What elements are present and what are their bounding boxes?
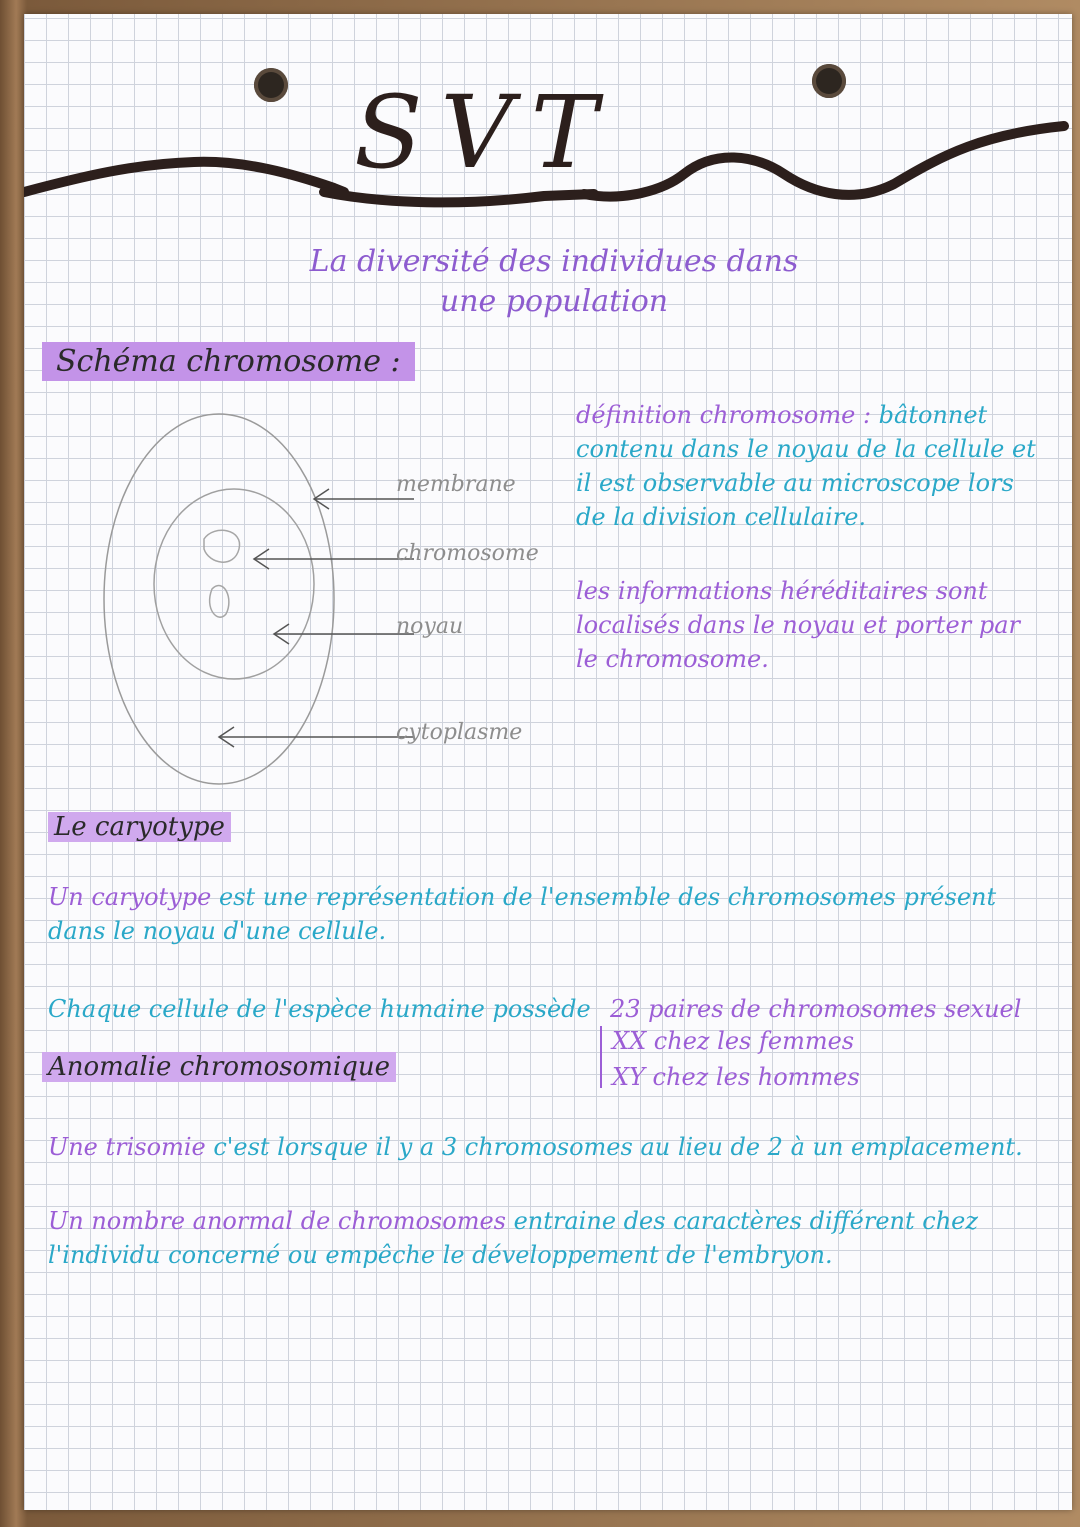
- pairs-male: XY chez les hommes: [612, 1063, 860, 1091]
- chromosome-shape: [204, 530, 240, 562]
- caryotype-definition: [48, 880, 1028, 948]
- caryotype-sentence: est une représentation de l'ensemble des chromosomes présent dans le noyau d'une cellule.: [48, 883, 997, 945]
- pairs-count: 23 paires de chromosomes sexuel: [610, 995, 1022, 1023]
- subtitle-line-1: La diversité des individues dans: [309, 244, 799, 279]
- pairs-sentence: Chaque cellule de l'espèce humaine possède: [48, 995, 591, 1023]
- trisomie-word: Une trisomie: [48, 1133, 206, 1161]
- cell-diagram: [94, 399, 564, 819]
- cell-outline: [104, 414, 334, 784]
- schema-heading: Schéma chromosome :: [42, 342, 415, 381]
- label-membrane: membrane: [396, 472, 516, 497]
- nucleus-outline: [154, 489, 314, 679]
- notebook-page: [24, 14, 1072, 1510]
- binder-hole-left: [254, 68, 288, 102]
- label-cytoplasme: cytoplasme: [396, 720, 523, 745]
- chapter-subtitle: [294, 242, 814, 322]
- label-noyau: noyau: [396, 614, 464, 639]
- label-chromosome: chromosome: [396, 541, 539, 566]
- pairs-female: XX chez les femmes: [612, 1027, 855, 1055]
- anomalie-heading: Anomalie chromosomique: [42, 1052, 396, 1082]
- heredity-note: [576, 574, 1036, 676]
- trisomie-text: c'est lorsque il y a 3 chromosomes au lieu de 2 à un emplacement.: [205, 1133, 1023, 1161]
- heredity-text: les informations héréditaires sont localisés dans le noyau et porter par le chromosome.: [576, 577, 1020, 673]
- nombre-anormal-definition: [48, 1204, 1008, 1272]
- chromosome-shape-2: [210, 586, 229, 618]
- definition-block: [576, 398, 1046, 534]
- nombre-text: entraine des caractères différent chez l'individu concerné ou empêche le développement de l'embryon.: [48, 1207, 978, 1269]
- binder-hole-right: [812, 64, 846, 98]
- page-title: SVT: [354, 74, 616, 191]
- nombre-word: Un nombre anormal de chromosomes: [48, 1207, 506, 1235]
- definition-text: bâtonnet contenu dans le noyau de la cellule et il est observable au microscope lors de la division cellulaire.: [576, 401, 1036, 531]
- pairs-bracket: [600, 1026, 602, 1088]
- caryotype-word: Un caryotype: [48, 883, 212, 911]
- definition-term: définition chromosome :: [576, 401, 872, 429]
- trisomie-definition: [48, 1130, 1038, 1164]
- subtitle-line-2: une population: [439, 284, 669, 319]
- caryotype-heading: Le caryotype: [48, 812, 231, 842]
